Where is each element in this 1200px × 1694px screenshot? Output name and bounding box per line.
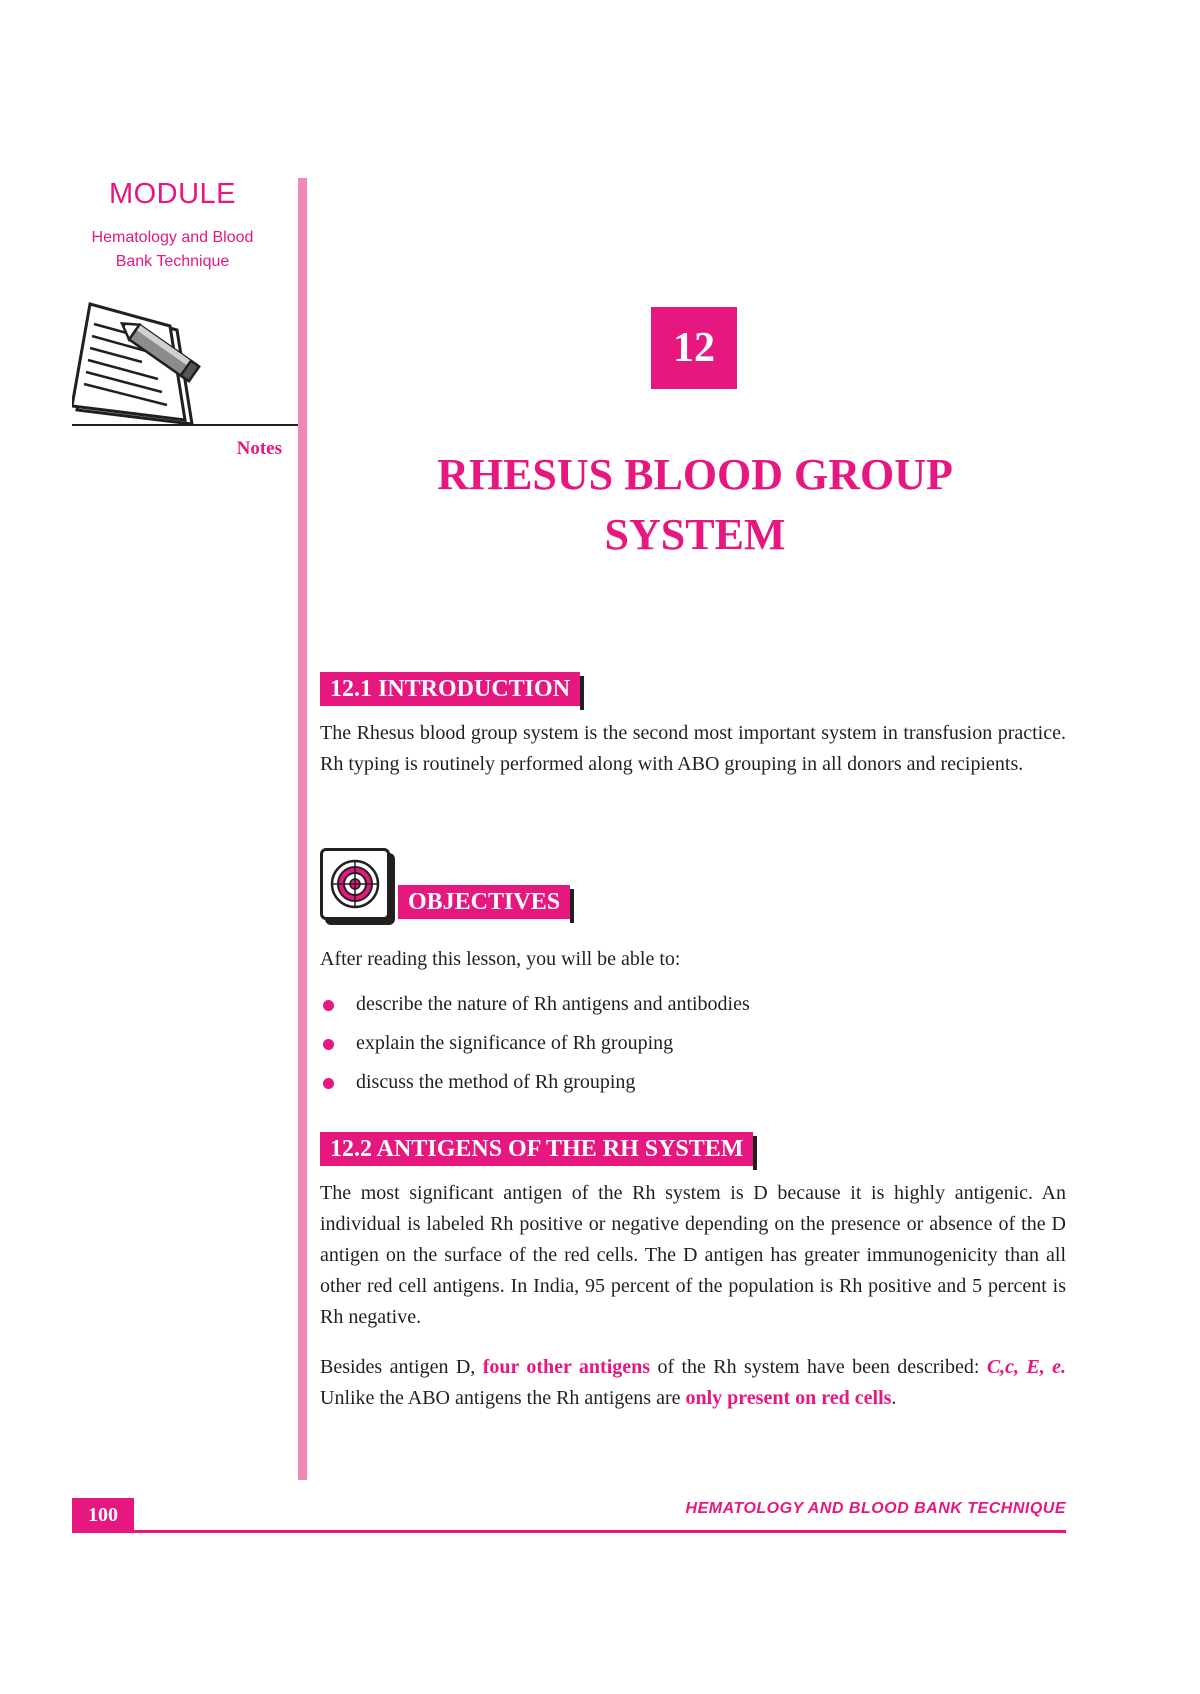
notes-label: Notes bbox=[236, 438, 282, 459]
module-subtitle-line2: Bank Technique bbox=[115, 253, 230, 270]
chapter-title bbox=[330, 445, 1060, 565]
objective-item: discuss the method of Rh grouping bbox=[320, 1063, 1060, 1102]
section-heading-objectives: OBJECTIVES bbox=[398, 885, 570, 919]
section-heading-introduction: 12.1 INTRODUCTION bbox=[320, 672, 580, 706]
page-number: 100 bbox=[72, 1498, 134, 1532]
running-title: HEMATOLOGY AND BLOOD BANK TECHNIQUE bbox=[685, 1500, 1066, 1517]
chapter-number: 12 bbox=[651, 307, 737, 389]
objectives-lead: After reading this lesson, you will be able to: bbox=[320, 948, 681, 970]
highlight-four-other-antigens: four other antigens bbox=[482, 1356, 651, 1378]
chapter-title-line1: RHESUS BLOOD GROUP bbox=[437, 450, 953, 499]
notes-divider bbox=[72, 424, 298, 426]
module-subtitle bbox=[70, 226, 275, 274]
antigens-paragraph-1: The most significant antigen of the Rh system is D because it is highly antigenic. An individual is labeled Rh positive or negative depending on the presence or absence of the D antigen on the surface of the red cells. The D antigen has greater immunogenicity than all other red cell antigens. In India, 95 percent of the population is Rh positive and 5 percent is Rh negative. bbox=[320, 1182, 1066, 1328]
antigens-paragraph-2: Besides antigen D, four other antigens of the Rh system have been described: C,c, E, e. Unlike the ABO antigens the Rh antigens are only present on red cells. bbox=[320, 1356, 1067, 1409]
highlight-antigen-list: C,c, E, e. bbox=[986, 1356, 1067, 1378]
target-icon bbox=[320, 848, 390, 920]
footer-rule bbox=[72, 1530, 1066, 1533]
objective-item: explain the significance of Rh grouping bbox=[320, 1024, 1060, 1063]
objective-item: describe the nature of Rh antigens and antibodies bbox=[320, 985, 1060, 1024]
margin-rule bbox=[298, 178, 307, 1480]
module-subtitle-line1: Hematology and Blood bbox=[91, 229, 254, 246]
module-label: MODULE bbox=[108, 178, 237, 210]
bullet-icon bbox=[323, 1078, 334, 1089]
section-heading-antigens: 12.2 ANTIGENS OF THE RH SYSTEM bbox=[320, 1132, 753, 1166]
chapter-title-line2: SYSTEM bbox=[604, 510, 786, 559]
introduction-paragraph: The Rhesus blood group system is the second most important system in transfusion practice. Rh typing is routinely performed along with ABO grouping in all donors and recipients. bbox=[320, 722, 1066, 775]
highlight-red-cells: only present on red cells bbox=[685, 1387, 892, 1409]
notes-pencil-icon bbox=[72, 300, 212, 425]
bullet-icon bbox=[323, 1039, 334, 1050]
bullet-icon bbox=[323, 1000, 334, 1011]
objectives-list bbox=[320, 985, 1060, 1102]
